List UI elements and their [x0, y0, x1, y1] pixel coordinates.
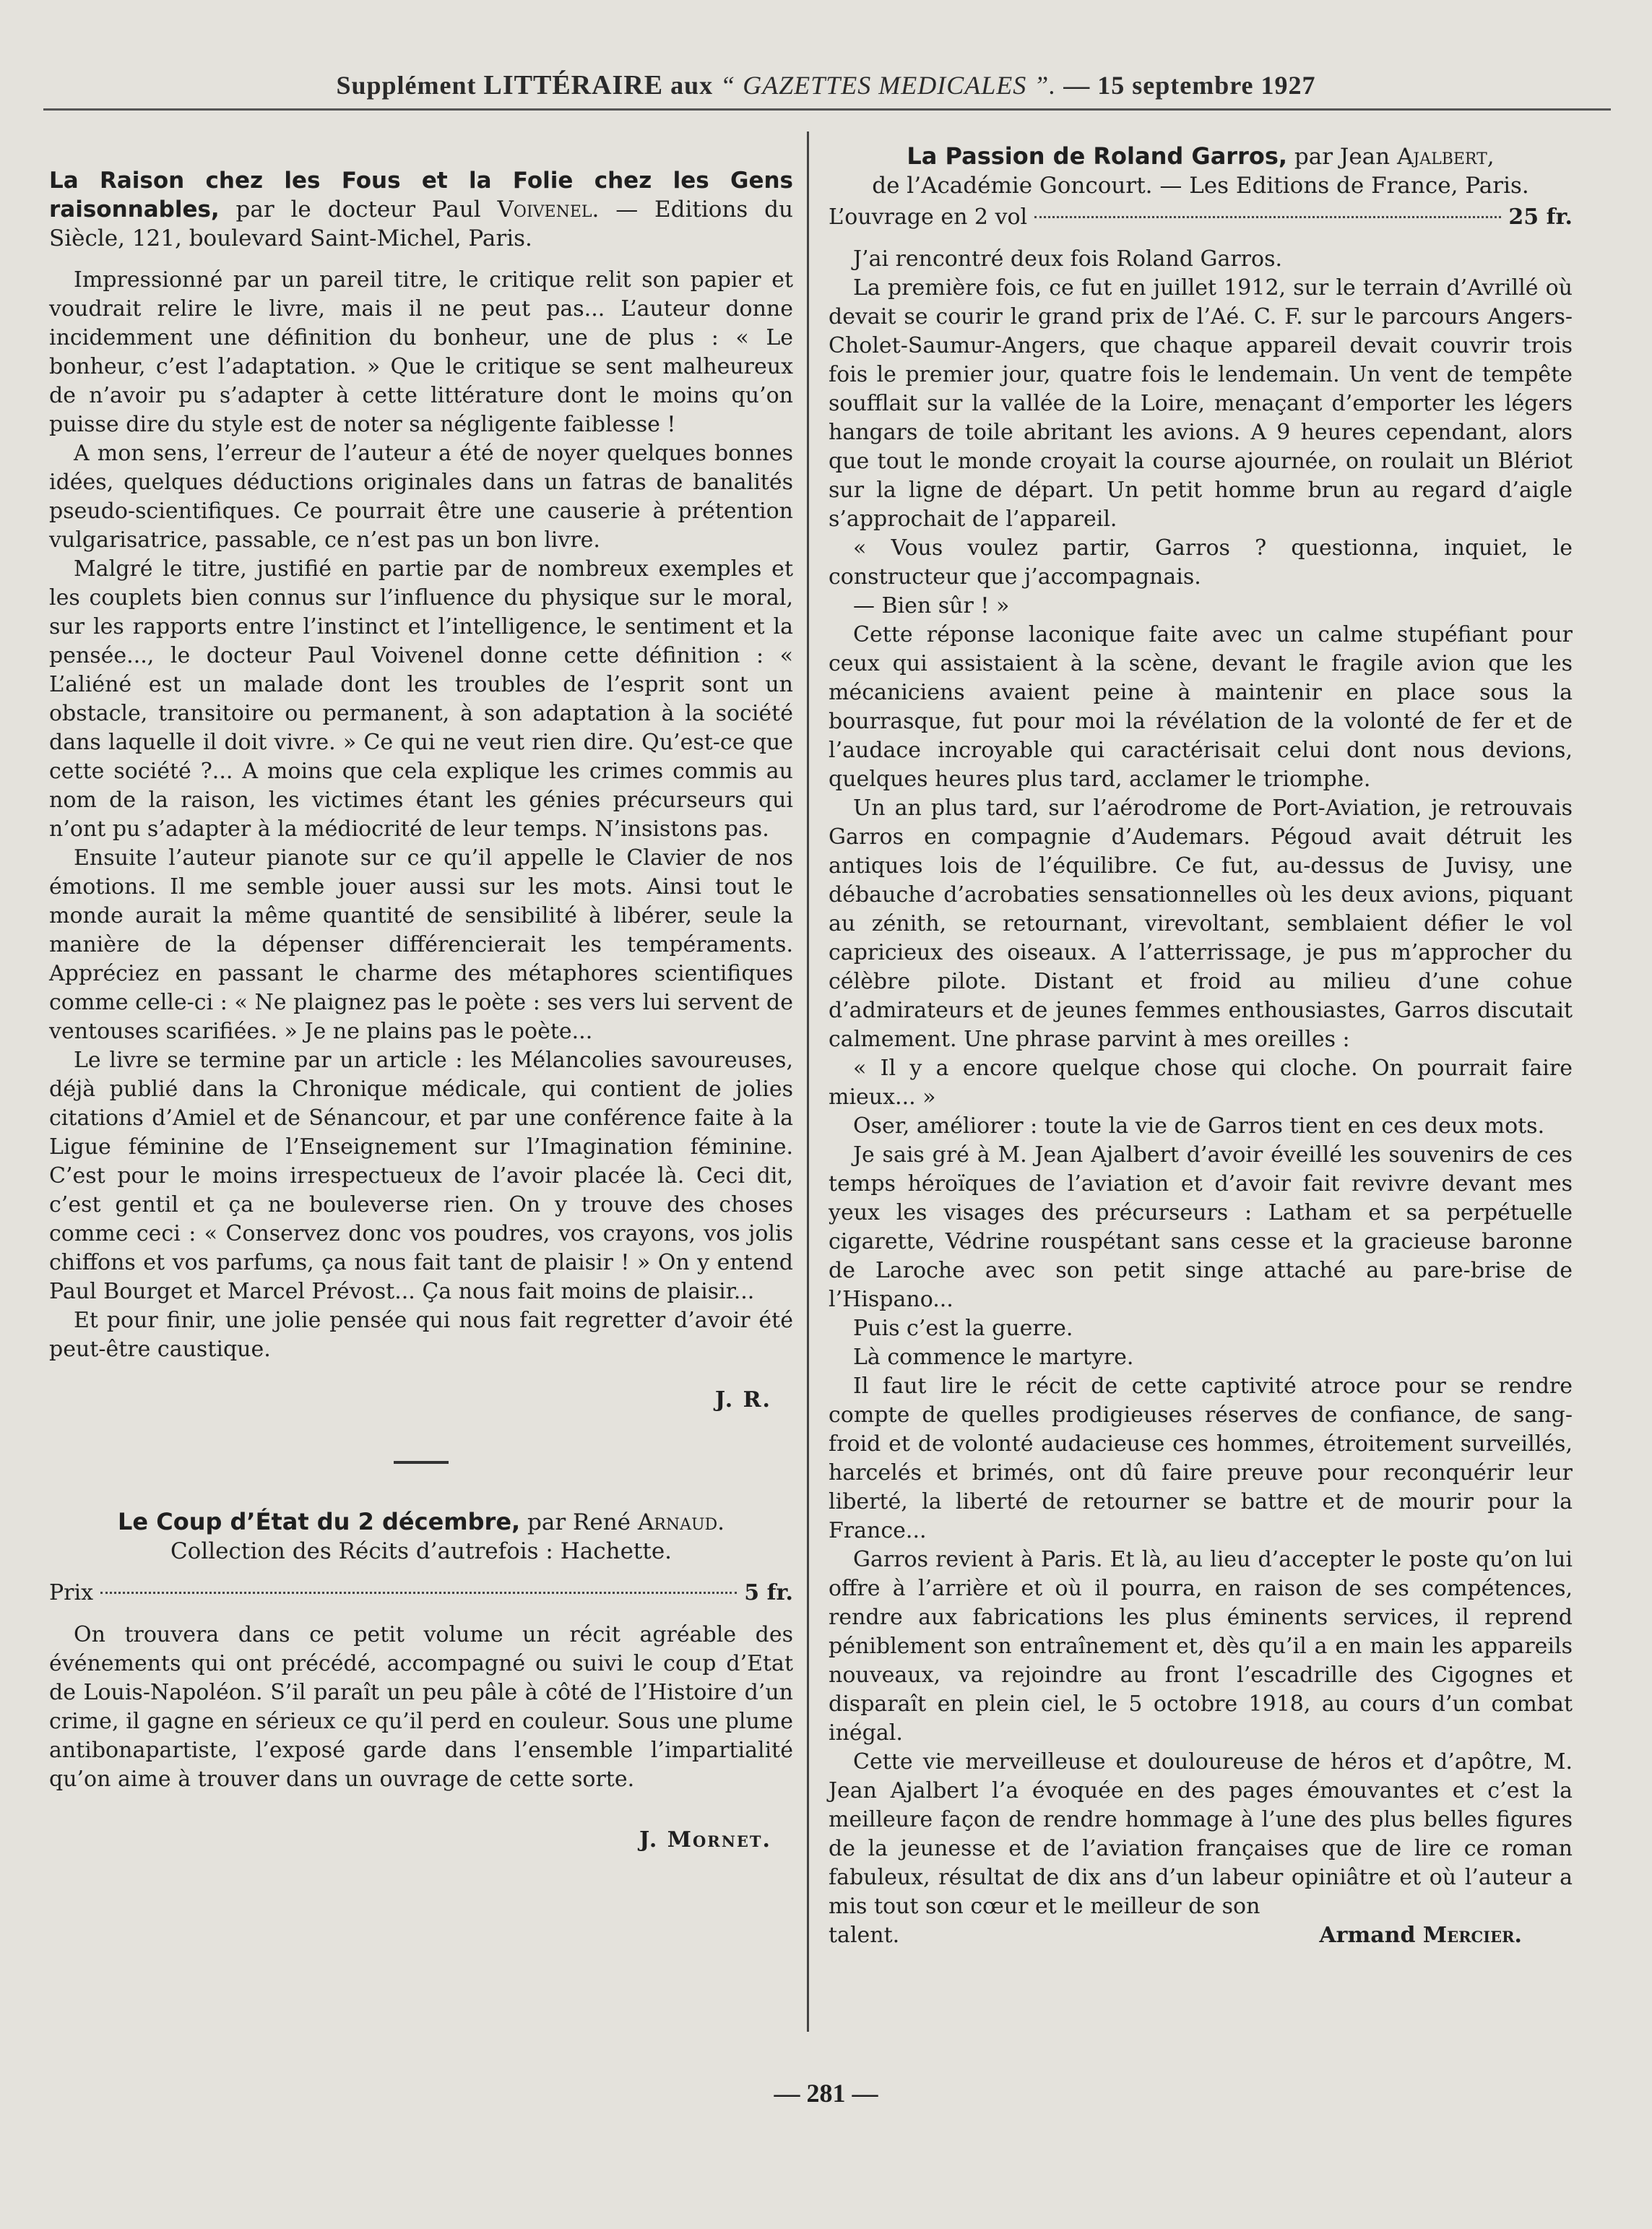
left-column: [49, 166, 793, 1855]
book-title: La Passion de Roland Garros,: [907, 142, 1288, 170]
author-prefix: par le docteur Paul: [235, 197, 481, 223]
paragraph: Cette vie merveilleuse et douloureuse de héros et d’apôtre, M. Jean Ajalbert l’a évoquée en des pages émouvantes et c’est la meilleure façon de rendre hommage à l’une des plus belles figures de la jeunesse et de l’aviation françaises que de lire ce roman fabuleux, résultat de dix ans d’un labeur opiniâtre et où l’auteur a mis tout son cœur et le meilleur de son: [829, 1749, 1573, 1919]
right-column: [829, 142, 1573, 1950]
leader-dots: [100, 1592, 737, 1594]
paragraph: Oser, améliorer : toute la vie de Garros tient en ces deux mots.: [853, 1113, 1545, 1139]
section-separator: [394, 1461, 449, 1464]
author-prefix: par Jean: [1294, 144, 1391, 170]
header-supplement: Supplément: [336, 71, 477, 100]
paragraph: J’ai rencontré deux fois Roland Garros.: [853, 246, 1283, 272]
signature-initial: J.: [639, 1827, 659, 1853]
header-aux: aux: [670, 71, 714, 100]
paragraph: Impressionné par un pareil titre, le critique relit son papier et voudrait relire le livre, mais il ne peut pas... L’auteur donne incidemment une définition du bonheur, une de plus : « Le bonheur, c’est l’adaptation. » Que le critique se sent malheureux de n’avoir pu s’adapter à cette littérature dont le moins qu’on puisse dire du style est de noter sa négligente faiblesse !: [49, 267, 793, 437]
paragraph: Puis c’est la guerre.: [853, 1316, 1073, 1341]
author-name: Voivenel.: [497, 197, 600, 223]
collection: Collection des Récits d’autrefois : Hachette.: [170, 1538, 673, 1564]
last-word: talent.: [829, 1923, 900, 1948]
paragraph: Le livre se termine par un article : les Mélancolies savoureuses, déjà publié dans la Chronique médicale, qui contient de jolies citations d’Amiel et de Sénancour, et par une conférence faite à la Ligue féminine de l’Enseignement sur l’Imagination féminine. C’est pour le moins irrespectueux de l’avoir placée là. Ceci dit, c’est gentil et ça ne bouleverse rien. On y trouve des choses comme ceci : « Conservez donc vos poudres, vos crayons, vos jolis chiffons et vos parfums, ça nous fait tant de plaisir ! » On y entend Paul Bourget et Marcel Prévost... Ça nous fait moins de plaisir...: [49, 1048, 793, 1304]
paragraph: Je sais gré à M. Jean Ajalbert d’avoir éveillé les souvenirs de ces temps héroïques de l’aviation et d’avoir fait revivre devant mes yeux les visages des précurseurs : Latham et sa perpétuelle cigarette, Védrine rouspétant sans cesse et la gracieuse baronne de Laroche avec son petit singe attaché au pare-brise de l’Hispano...: [829, 1142, 1573, 1312]
paragraph: Il faut lire le récit de cette captivité atroce pour se rendre compte de quelles prodigieuses réserves de confiance, de sang-froid et de volonté audacieuse ces hommes, étroitement surveillés, harcelés et brimés, ont dû faire preuve pour reconquérir leur liberté, la liberté de retourner se battre et de mourir pour la France...: [829, 1374, 1573, 1543]
paragraph: — Bien sûr ! »: [853, 593, 1010, 618]
price-line: [829, 203, 1573, 232]
book-title: La Raison chez les Fous et la Folie chez les Gens raisonnables,: [49, 168, 793, 223]
leader-dots: [1034, 216, 1501, 218]
price-label: L’ouvrage en 2 vol: [829, 204, 1028, 230]
review-heading: [49, 1507, 793, 1566]
header-litteraire: LITTÉRAIRE: [483, 70, 664, 100]
running-header: [0, 69, 1652, 101]
paragraph: Garros revient à Paris. Et là, au lieu d’accepter le poste qu’on lui offre à l’arrière et où il pourra, en raison de ses compétences, rendre aux fabrications les plus éminents services, il reprend péniblement son entraînement et, dès qu’il a en main les appareils nouveaux, va rejoindre au front l’escadrille des Cigognes et disparaît en plein ciel, le 5 octobre 1918, au cours d’un combat inégal.: [829, 1547, 1573, 1746]
paragraph: La première fois, ce fut en juillet 1912, sur le terrain d’Avrillé où devait se courir le grand prix de l’Aé. C. F. sur le parcours Angers-Cholet-Saumur-Angers, que chaque appareil devait couvrir trois fois le premier jour, quatre fois le lendemain. Un vent de tempête soufflait sur la vallée de la Loire, menaçant d’emporter les légers hangars de toile abritant les avions. A 9 heures cependant, alors que tout le monde croyait la course ajournée, on roulait un Blériot sur la ligne de départ. Un petit homme brun au regard d’aigle s’approchait de l’appareil.: [829, 275, 1573, 532]
signature-name: Mercier.: [1422, 1923, 1522, 1948]
signature: J. R.: [714, 1387, 771, 1413]
price-amount: 5 fr.: [744, 1580, 793, 1605]
author-prefix: par René: [527, 1509, 631, 1535]
paragraph: Ensuite l’auteur pianote sur ce qu’il appelle le Clavier de nos émotions. Il me semble jouer aussi sur les mots. Ainsi tout le monde aurait la même quantité de sensibilité à libérer, seule la manière de la dépenser différencierait les tempéraments. Appréciez en passant le charme des métaphores scientifiques comme celle-ci : « Ne plaignez pas le poète : ses vers lui servent de ventouses scarifiées. » Je ne plains pas le poète...: [49, 845, 793, 1044]
price-label: Prix: [49, 1580, 94, 1605]
review-heading: [49, 166, 793, 253]
closing-line: [829, 1921, 1573, 1950]
paragraph: On trouvera dans ce petit volume un récit agréable des événements qui ont précédé, accompagné ou suivi le coup d’Etat de Louis-Napoléon. S’il paraît un peu pâle à côté de l’Histoire d’un crime, il gagne en sérieux ce qu’il perd en couleur. Sous une plume antibonapartiste, l’exposé garde dans l’ensemble l’impartialité qu’on aime à trouver dans un ouvrage de cette sorte.: [49, 1622, 793, 1792]
column-divider: [807, 132, 809, 2032]
paragraph: A mon sens, l’erreur de l’auteur a été de noyer quelques bonnes idées, quelques déductions originales dans un fatras de banalités pseudo-scientifiques. Ce pourrait être une causerie à prétention vulgarisatrice, passable, ce n’est pas un bon livre.: [49, 441, 793, 553]
header-date: — 15 septembre 1927: [1063, 71, 1316, 100]
signature: [1319, 1921, 1522, 1950]
paragraph: Cette réponse laconique faite avec un calme stupéfiant pour ceux qui assistaient à la scène, devant le fragile avion que les mécaniciens avaient peine à maintenir en place sous la bourrasque, fut pour moi la révélation de la volonté de fer et de l’audace incroyable qui caractérisait celui dont nous devions, quelques heures plus tard, acclamer le triomphe.: [829, 622, 1573, 792]
affiliation: de l’Académie Goncourt. — Les Editions de France, Paris.: [872, 173, 1529, 199]
paragraph: Là commence le martyre.: [853, 1345, 1134, 1370]
price-amount: 25 fr.: [1508, 204, 1573, 230]
header-rule: [43, 108, 1611, 111]
author-name: Arnaud.: [637, 1509, 725, 1535]
paragraph: Malgré le titre, justifié en partie par de nombreux exemples et les couplets bien connus sur l’influence du physique sur le moral, sur les rapports entre l’instinct et l’intelligence, le sentiment et la pensée..., le docteur Paul Voivenel donne cette définition : « L’aliéné est un malade dont les troubles de l’esprit sont un obstacle, transitoire ou permanent, à son adaptation à la société dans laquelle il doit vivre. » Ce qui ne veut rien dire. Qu’est-ce que cette société ?... A moins que cela explique les crimes commis au nom de la raison, les victimes étant les génies précurseurs qui n’ont pu s’adapter à la médiocrité de leur temps. N’insistons pas.: [49, 556, 793, 842]
paragraph: Un an plus tard, sur l’aérodrome de Port-Aviation, je retrouvais Garros en compagnie d’Audemars. Pégoud avait détruit les antiques lois de l’équilibre. Ce fut, au-dessus de Juvisy, une débauche d’acrobaties sensationnelles où les deux avions, piquant au zénith, se retournant, virevoltant, semblaient défier le vol capricieux des oiseaux. A l’atterrissage, je pus m’approcher du célèbre pilote. Distant et froid au milieu d’une cohue d’admirateurs et de jeunes femmes enthousiastes, Garros discutait calmement. Une phrase parvint à mes oreilles :: [829, 796, 1573, 1052]
paragraph: « Il y a encore quelque chose qui cloche. On pourrait faire mieux... »: [829, 1056, 1573, 1110]
paragraph: « Vous voulez partir, Garros ? questionna, inquiet, le constructeur que j’accompagnais.: [829, 535, 1573, 590]
author-name: Ajalbert,: [1396, 144, 1495, 170]
page-number: — 281 —: [774, 2079, 878, 2108]
price-line: [49, 1579, 793, 1608]
review-heading: [829, 142, 1573, 200]
signature: [49, 1826, 771, 1855]
signature-first: Armand: [1319, 1923, 1416, 1948]
publisher: — Editions du Siècle, 121, boulevard Saint-Michel, Paris.: [49, 197, 793, 251]
header-gazettes: “ GAZETTES MEDICALES ”.: [720, 71, 1057, 100]
book-title: Le Coup d’État du 2 décembre,: [117, 1508, 521, 1535]
signature-name: Mornet.: [667, 1827, 771, 1853]
paragraph: Et pour finir, une jolie pensée qui nous fait regretter d’avoir été peut-être caustique.: [49, 1308, 793, 1362]
